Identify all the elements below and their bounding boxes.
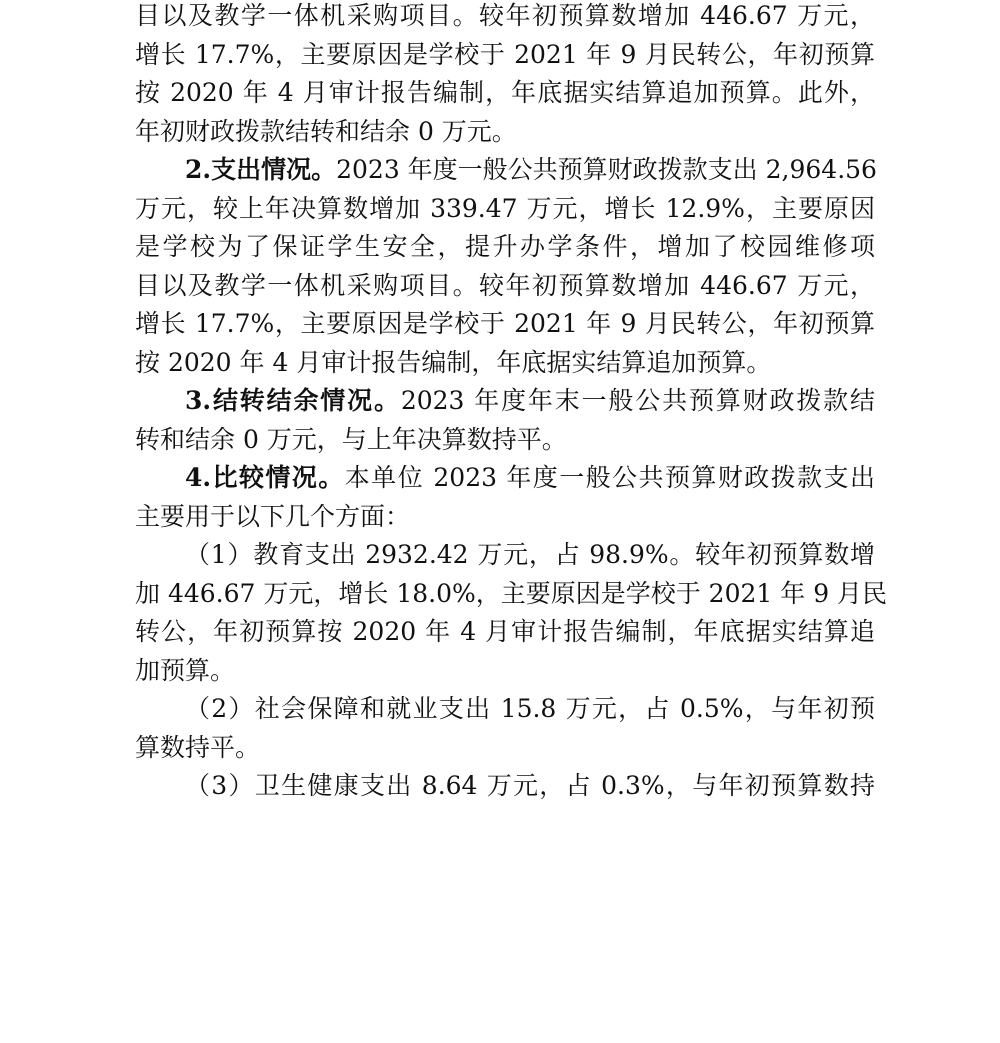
text-line: 加 446.67 万元，增长 18.0%，主要原因是学校于 2021 年 9 月民	[135, 578, 888, 608]
text-line: 主要用于以下几个方面：	[135, 501, 411, 531]
text-line: 目以及教学一体机采购项目。较年初预算数增加 446.67 万元，	[135, 1, 875, 30]
section-heading-carryover: 3.结转结余情况。	[185, 386, 401, 415]
text-line: 加预算。	[135, 655, 236, 685]
text-line: 目以及教学一体机采购项目。较年初预算数增加 446.67 万元，	[135, 270, 875, 300]
text-line: 转和结余 0 万元，与上年决算数持平。	[135, 424, 567, 454]
text-line: 转公，年初预算按 2020 年 4 月审计报告编制，年底据实结算追	[135, 617, 875, 646]
text-line: 万元，较上年决算数增加 339.47 万元，增长 12.9%，主要原因	[135, 193, 875, 223]
text-span: 2023 年度年末一般公共预算财政拨款结	[400, 386, 875, 415]
list-item-first-line: （3）卫生健康支出 8.64 万元，占 0.3%，与年初预算数持	[185, 771, 875, 800]
text-line: 按 2020 年 4 月审计报告编制，年底据实结算追加预算。	[135, 347, 772, 377]
text-line: 算数持平。	[135, 732, 261, 762]
text-line: 增长 17.7%，主要原因是学校于 2021 年 9 月民转公，年初预算	[135, 39, 875, 69]
text-line: 年初财政拨款结转和结余 0 万元。	[135, 116, 517, 146]
text-span: 2023 年度一般公共预算财政拨款支出 2,964.56	[336, 155, 877, 184]
section-heading-expenditure: 2.支出情况。	[185, 155, 337, 184]
list-item-first-line: （1）教育支出 2932.42 万元，占 98.9%。较年初预算数增	[185, 540, 875, 569]
text-span: 本单位 2023 年度一般公共预算财政拨款支出	[344, 463, 875, 492]
text-line: 按 2020 年 4 月审计报告编制，年底据实结算追加预算。此外，	[135, 78, 875, 107]
document-page	[135, 0, 888, 812]
section-heading-comparison: 4.比较情况。	[185, 463, 345, 492]
text-line: 是学校为了保证学生安全，提升办学条件，增加了校园维修项	[135, 232, 875, 261]
list-item-first-line: （2）社会保障和就业支出 15.8 万元，占 0.5%，与年初预	[185, 694, 875, 723]
text-line: 增长 17.7%，主要原因是学校于 2021 年 9 月民转公，年初预算	[135, 309, 875, 338]
